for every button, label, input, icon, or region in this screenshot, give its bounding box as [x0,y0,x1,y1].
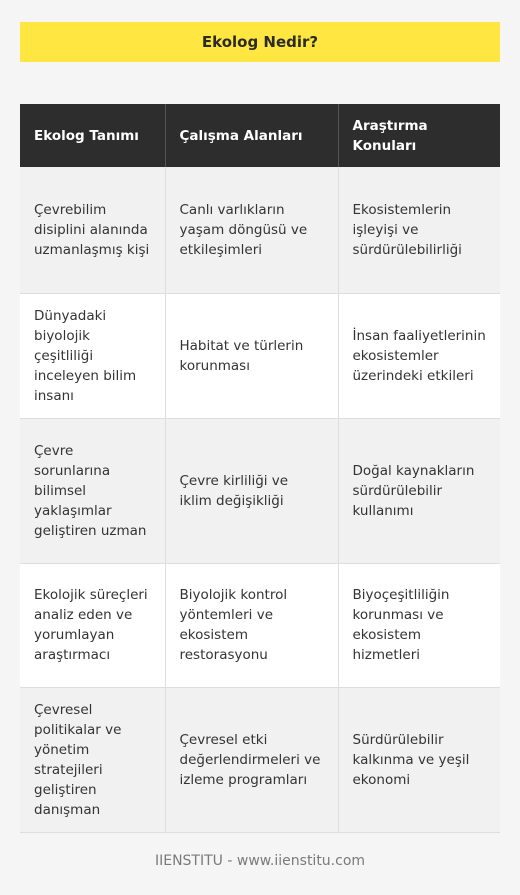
table-cell: Ekosistemlerin işleyişi ve sürdürülebilirliği [338,167,500,293]
title-banner [20,22,500,62]
table-row [20,563,500,687]
table-row [20,167,500,293]
header-ecologist-definition: Ekolog Tanımı [20,104,165,167]
table-cell: Çevrebilim disiplini alanında uzmanlaşmış kişi [20,167,165,293]
table-row [20,687,500,832]
page-title: Ekolog Nedir? [201,33,319,51]
footer-credit: IIENSTITU - www.iienstitu.com [154,853,366,869]
table-cell: Dünyadaki biyolojik çeşitliliği inceleyen bilim insanı [20,293,165,418]
table-cell: Çevresel politikalar ve yönetim stratejileri geliştiren danışman [20,687,165,832]
table-header-row [20,104,500,167]
table-cell: Ekolojik süreçleri analiz eden ve yorumlayan araştırmacı [20,563,165,687]
table-cell: Sürdürülebilir kalkınma ve yeşil ekonomi [338,687,500,832]
table-cell: Habitat ve türlerin korunması [165,293,338,418]
table-row [20,418,500,563]
header-research-topics: Araştırma Konuları [338,104,500,167]
table-cell: Doğal kaynakların sürdürülebilir kullanımı [338,418,500,563]
table-cell: Biyoçeşitliliğin korunması ve ekosistem hizmetleri [338,563,500,687]
table-cell: Biyolojik kontrol yöntemleri ve ekosistem restorasyonu [165,563,338,687]
header-work-areas: Çalışma Alanları [165,104,338,167]
table-cell: Çevresel etki değerlendirmeleri ve izleme programları [165,687,338,832]
table-cell: Çevre kirliliği ve iklim değişikliği [165,418,338,563]
ecologist-table [20,104,500,833]
table-cell: İnsan faaliyetlerinin ekosistemler üzerindeki etkileri [338,293,500,418]
table-row [20,293,500,418]
table-cell: Canlı varlıkların yaşam döngüsü ve etkileşimleri [165,167,338,293]
table-cell: Çevre sorunlarına bilimsel yaklaşımlar geliştiren uzman [20,418,165,563]
